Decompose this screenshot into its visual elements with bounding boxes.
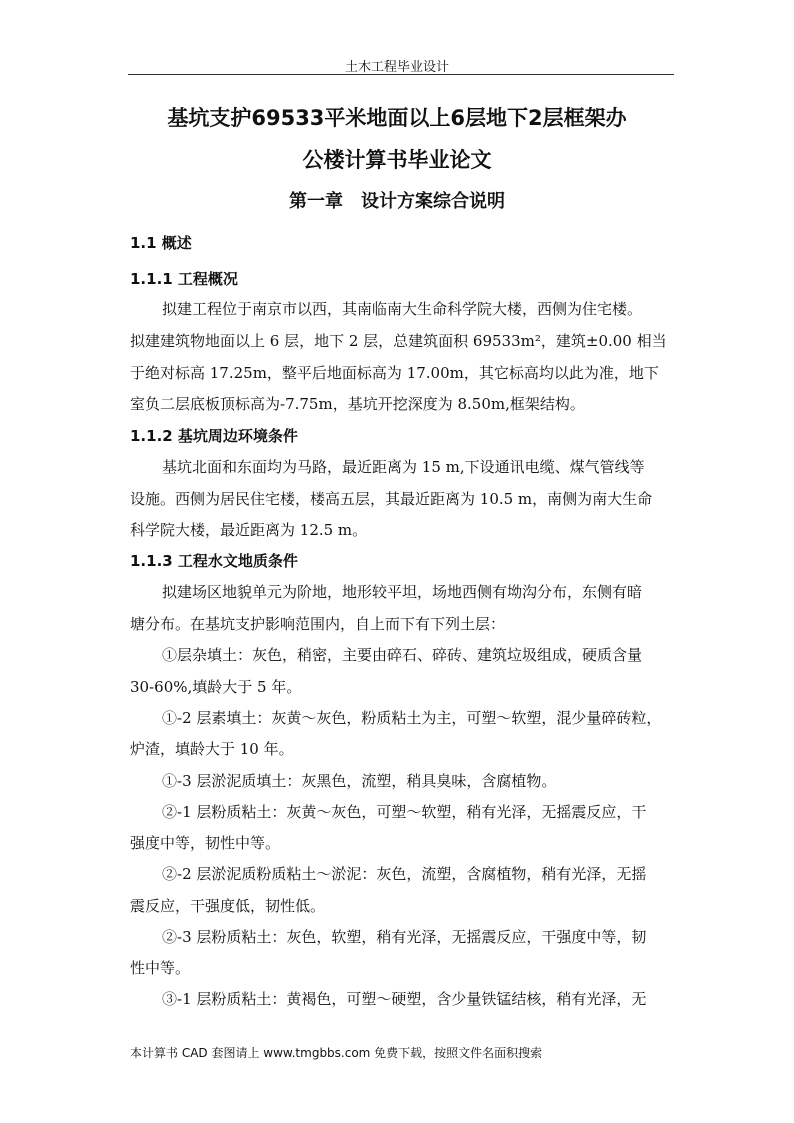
- paragraph-line: ②-3 层粉质粘土：灰色，软塑，稍有光泽，无摇震反应，干强度中等，韧: [162, 928, 647, 946]
- paragraph-line: 强度中等，韧性中等。: [130, 834, 281, 852]
- paragraph-line: ③-1 层粉质粘土：黄褐色，可塑～硬塑，含少量铁锰结核，稍有光泽，无: [162, 990, 647, 1008]
- paragraph-line: 室负二层底板顶标高为-7.75m，基坑开挖深度为 8.50m,框架结构。: [130, 395, 585, 413]
- paragraph-line: 炉渣，填龄大于 10 年。: [130, 740, 294, 758]
- section-heading-1-1-1: 1.1.1 工程概况: [130, 270, 238, 288]
- page-footer: 本计算书 CAD 套图请上 www.tmgbbs.com 免费下载，按照文件名面积搜索: [130, 1046, 543, 1060]
- section-heading-1-1: 1.1 概述: [130, 234, 192, 252]
- paragraph-line: 塘分布。在基坑支护影响范围内，自上而下有下列土层：: [130, 615, 506, 633]
- paragraph-line: 拟建工程位于南京市以西，其南临南大生命科学院大楼，西侧为住宅楼。: [162, 300, 643, 318]
- section-heading-1-1-3: 1.1.3 工程水文地质条件: [130, 552, 298, 570]
- section-heading-1-1-2: 1.1.2 基坑周边环境条件: [130, 427, 298, 445]
- paragraph-line: 30-60%,填龄大于 5 年。: [130, 678, 302, 696]
- paragraph-line: 设施。西侧为居民住宅楼，楼高五层，其最近距离为 10.5 m，南侧为南大生命: [130, 490, 653, 508]
- paragraph-line: 震反应，干强度低，韧性低。: [130, 897, 326, 915]
- paragraph-line: 拟建场区地貌单元为阶地，地形较平坦，场地西侧有坳沟分布，东侧有暗: [162, 583, 643, 601]
- paragraph-line: 于绝对标高 17.25m，整平后地面标高为 17.00m，其它标高均以此为准，地下: [130, 364, 659, 382]
- header-rule: [128, 74, 674, 75]
- document-title-line-2: 公楼计算书毕业论文: [302, 148, 492, 172]
- chapter-heading: 第一章 设计方案综合说明: [289, 191, 505, 212]
- paragraph-line: ②-2 层淤泥质粉质粘土～淤泥：灰色，流塑，含腐植物，稍有光泽，无摇: [162, 865, 647, 883]
- paragraph-line: ①层杂填土：灰色，稍密，主要由碎石、碎砖、建筑垃圾组成，硬质含量: [162, 646, 643, 664]
- paragraph-line: ①-2 层素填土：灰黄～灰色，粉质粘土为主，可塑～软塑，混少量碎砖粒，: [162, 709, 662, 727]
- paragraph-line: 科学院大楼，最近距离为 12.5 m。: [130, 521, 368, 539]
- paragraph-line: ②-1 层粉质粘土：灰黄～灰色，可塑～软塑，稍有光泽，无摇震反应，干: [162, 803, 647, 821]
- paragraph-line: ①-3 层淤泥质填土：灰黑色，流塑，稍具臭味，含腐植物。: [162, 772, 557, 790]
- paragraph-line: 拟建建筑物地面以上 6 层，地下 2 层，总建筑面积 69533m²，建筑±0.00 相当: [130, 332, 667, 350]
- paragraph-line: 基坑北面和东面均为马路，最近距离为 15 m,下设通讯电缆、煤气管线等: [162, 458, 645, 476]
- paragraph-line: 性中等。: [130, 959, 191, 977]
- header-title: 土木工程毕业设计: [344, 60, 449, 75]
- document-title-line-1: 基坑支护69533平米地面以上6层地下2层框架办: [167, 106, 627, 130]
